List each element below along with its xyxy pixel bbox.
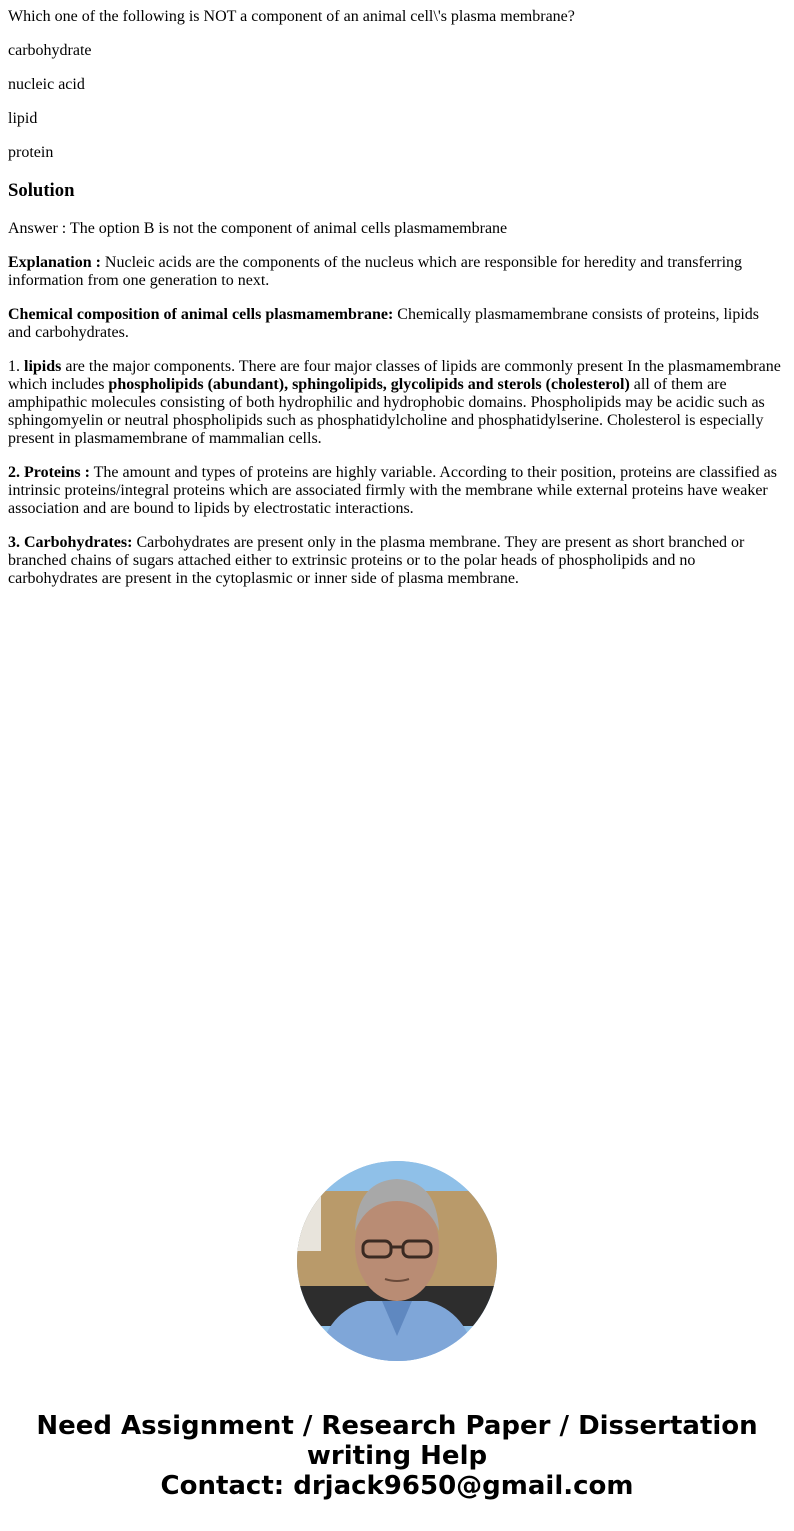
proteins-paragraph — [8, 464, 786, 518]
promo-line-1: Need Assignment / Research Paper / Dissertation — [36, 1411, 758, 1441]
lipids-prefix: 1. — [8, 358, 24, 375]
person-portrait-icon — [297, 1161, 497, 1361]
lipids-label: lipids — [24, 358, 62, 375]
explanation-text: Nucleic acids are the components of the nucleus which are responsible for heredity and transferring information from one generation to next. — [8, 254, 743, 289]
answer-text: Answer : The option B is not the component of animal cells plasmamembrane — [8, 220, 508, 237]
promo-line-2: writing Help — [306, 1441, 488, 1471]
explanation-label: Explanation : — [8, 254, 101, 271]
explanation-paragraph — [8, 254, 786, 290]
proteins-label: 2. Proteins : — [8, 464, 90, 481]
composition-text: Chemically plasmamembrane consists of proteins, lipids and carbohydrates. — [8, 306, 760, 341]
lipids-text-1: are the major components. There are four major classes of lipids are commonly present In the plasmamembrane which includes — [8, 358, 781, 393]
promo-contact: Contact: drjack9650@gmail.com — [160, 1471, 634, 1501]
avatar — [297, 1161, 497, 1361]
option-c: lipid — [8, 110, 38, 127]
carbohydrates-label: 3. Carbohydrates: — [8, 534, 133, 551]
option-b: nucleic acid — [8, 76, 85, 93]
proteins-text: The amount and types of proteins are highly variable. According to their position, proteins are classified as intrinsic proteins/integral proteins which are associated firmly with the membrane while external proteins have weaker association and are bound to lipids by electrostatic interactions. — [8, 464, 777, 517]
composition-paragraph — [8, 306, 786, 342]
promo-banner — [0, 1411, 794, 1501]
option-d: protein — [8, 144, 54, 161]
lipids-text-2: all of them are amphipathic molecules consisting of both hydrophilic and hydrophobic domains. Phospholipids may be acidic such as sphingomyelin or neutral phospholipids such as phosphatidylcholine and phosphatidylserine. Cholesterol is especially present in plasmamembrane of mammalian cells. — [8, 376, 765, 447]
question-text: Which one of the following is NOT a component of an animal cell\'s plasma membrane? — [8, 8, 575, 25]
option-a: carbohydrate — [8, 42, 92, 59]
composition-label: Chemical composition of animal cells plasmamembrane: — [8, 306, 394, 323]
document-body — [0, 8, 794, 588]
lipids-classes: phospholipids (abundant), sphingolipids, glycolipids and sterols (cholesterol) — [108, 376, 630, 393]
lipids-paragraph — [8, 358, 786, 448]
carbohydrates-text: Carbohydrates are present only in the plasma membrane. They are present as short branched or branched chains of sugars attached either to extrinsic proteins or to the polar heads of phospholipids and no carbohydrates are present in the cytoplasmic or inner side of plasma membrane. — [8, 534, 745, 587]
carbohydrates-paragraph — [8, 534, 786, 588]
solution-heading: Solution — [8, 180, 75, 201]
